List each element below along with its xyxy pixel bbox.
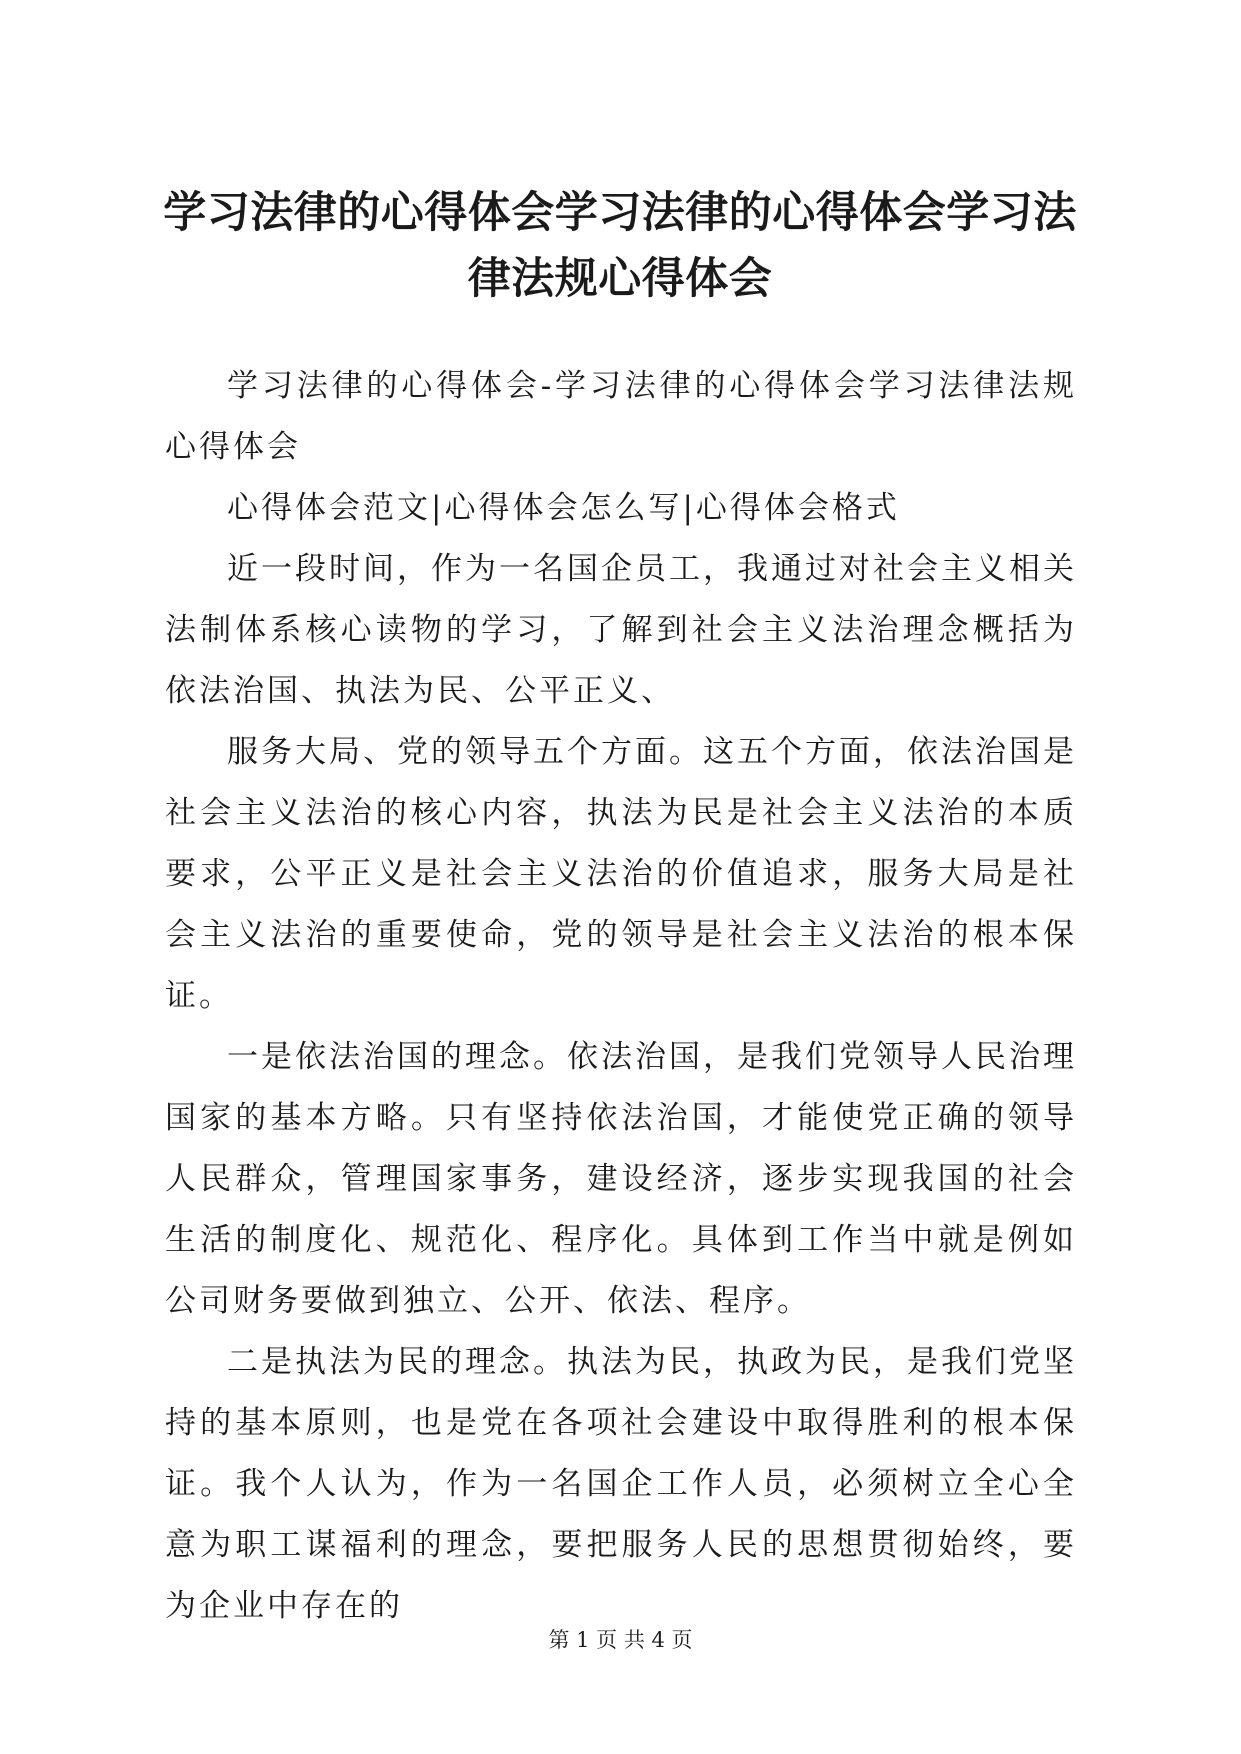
document-body: [165, 356, 1077, 1637]
paragraph-intro: 近一段时间，作为一名国企员工，我通过对社会主义相关法制体系核心读物的学习，了解到社会主义法治理念概括为依法治国、执法为民、公平正义、: [165, 551, 1077, 709]
paragraph-categories: 心得体会范文|心得体会怎么写|心得体会格式: [227, 490, 900, 526]
paragraph-five-aspects: 服务大局、党的领导五个方面。这五个方面，依法治国是社会主义法治的核心内容，执法为民是社会主义法治的本质要求，公平正义是社会主义法治的价值追求，服务大局是社会主义法治的重要使命，党的领导是社会主义法治的根本保证。: [165, 734, 1077, 1014]
paragraph-serve-people: 二是执法为民的理念。执法为民，执政为民，是我们党坚持的基本原则，也是党在各项社会建设中取得胜利的根本保证。我个人认为，作为一名国企工作人员，必须树立全心全意为职工谋福利的理念，要把服务人民的思想贯彻始终，要为企业中存在的: [165, 1344, 1077, 1624]
paragraph-rule-of-law: 一是依法治国的理念。依法治国，是我们党领导人民治理国家的基本方略。只有坚持依法治国，才能使党正确的领导人民群众，管理国家事务，建设经济，逐步实现我国的社会生活的制度化、规范化、程序化。具体到工作当中就是例如公司财务要做到独立、公开、依法、程序。: [165, 1039, 1077, 1319]
page-footer: 第 1 页 共 4 页: [548, 1628, 693, 1652]
paragraph-subtitle: 学习法律的心得体会-学习法律的心得体会学习法律法规心得体会: [165, 368, 1077, 465]
document-title: 学习法律的心得体会学习法律的心得体会学习法律法规心得体会: [163, 188, 1077, 304]
